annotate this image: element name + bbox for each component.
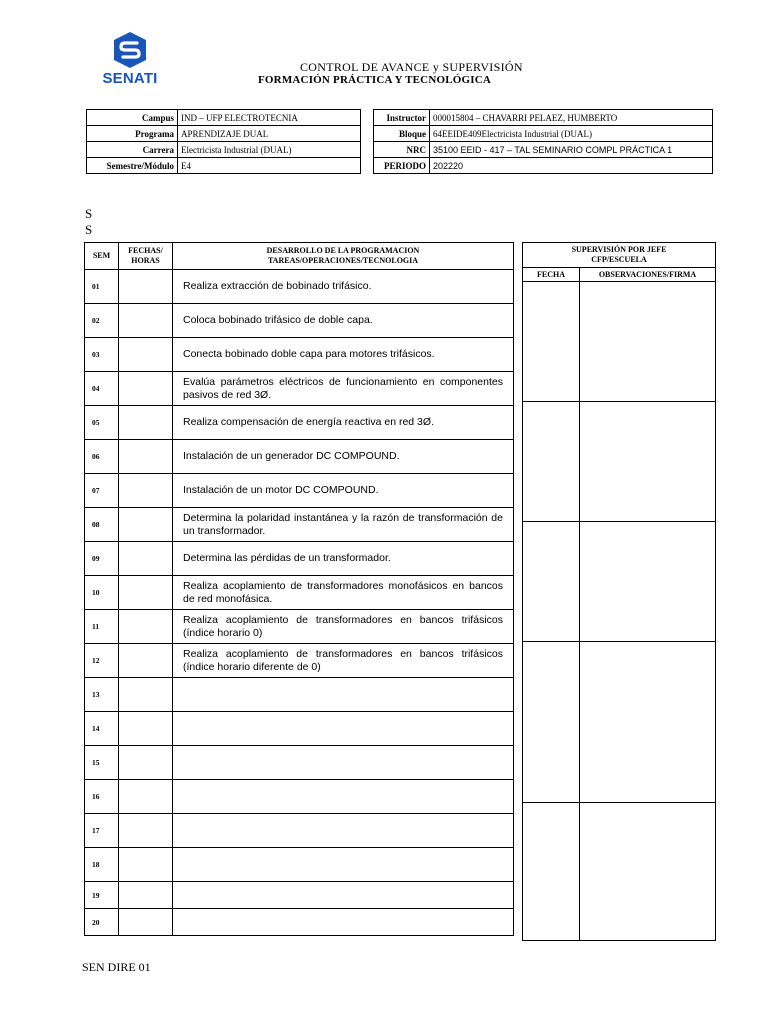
- sem-number: 19: [85, 882, 119, 909]
- task-cell: [173, 909, 514, 936]
- sem-number: 03: [85, 338, 119, 372]
- fechas-horas-cell[interactable]: [119, 678, 173, 712]
- fechas-horas-cell[interactable]: [119, 746, 173, 780]
- info-row: [87, 110, 361, 126]
- header-sem: SEM: [85, 243, 119, 270]
- info-label: NRC: [374, 142, 430, 158]
- info-label: Semestre/Módulo: [87, 158, 178, 174]
- fechas-horas-cell[interactable]: [119, 780, 173, 814]
- sup-cell-fecha[interactable]: [523, 402, 580, 522]
- sem-number: 02: [85, 304, 119, 338]
- info-value: 64EEIDE409Electricista Industrial (DUAL): [430, 126, 713, 142]
- sem-number: 15: [85, 746, 119, 780]
- fechas-horas-cell[interactable]: [119, 338, 173, 372]
- task-cell: Evalúa parámetros eléctricos de funcionamiento en componentes pasivos de red 3Ø.: [173, 372, 514, 406]
- task-cell: [173, 882, 514, 909]
- table-row: [85, 372, 514, 406]
- info-value: IND – UFP ELECTROTECNIA: [178, 110, 361, 126]
- senati-logo: [95, 30, 165, 90]
- s-mark: S: [85, 222, 93, 237]
- fechas-horas-cell[interactable]: [119, 712, 173, 746]
- sem-number: 16: [85, 780, 119, 814]
- sem-number: 14: [85, 712, 119, 746]
- fechas-horas-cell[interactable]: [119, 610, 173, 644]
- sup-cell-fecha[interactable]: [523, 522, 580, 642]
- page-title: CONTROL DE AVANCE y SUPERVISIÓN: [300, 60, 523, 74]
- sup-cell-obs[interactable]: [580, 402, 716, 522]
- sup-cell-fecha[interactable]: [523, 642, 580, 803]
- sup-cell-fecha[interactable]: [523, 282, 580, 402]
- sem-number: 06: [85, 440, 119, 474]
- task-cell: [173, 712, 514, 746]
- info-label: Instructor: [374, 110, 430, 126]
- fechas-horas-cell[interactable]: [119, 848, 173, 882]
- header-fechas-line2: HORAS: [131, 256, 160, 265]
- fechas-horas-cell[interactable]: [119, 644, 173, 678]
- fechas-horas-cell[interactable]: [119, 474, 173, 508]
- sup-row: [523, 282, 716, 402]
- task-cell: [173, 780, 514, 814]
- info-row: [374, 158, 713, 174]
- sup-row: [523, 642, 716, 803]
- header-desarrollo: [173, 243, 514, 270]
- info-value: Electricista Industrial (DUAL): [178, 142, 361, 158]
- programacion-table: [84, 242, 514, 936]
- task-cell: [173, 678, 514, 712]
- sup-row: [523, 522, 716, 642]
- sup-row: [523, 803, 716, 941]
- task-cell: Realiza acoplamiento de transformadores monofásicos en bancos de red monofásica.: [173, 576, 514, 610]
- task-cell: Instalación de un generador DC COMPOUND.: [173, 440, 514, 474]
- table-row: [85, 270, 514, 304]
- task-cell: Realiza acoplamiento de transformadores en bancos trifásicos (índice horario diferente de 0): [173, 644, 514, 678]
- sup-cell-obs[interactable]: [580, 642, 716, 803]
- task-cell: Determina la polaridad instantánea y la razón de transformación de un transformador.: [173, 508, 514, 542]
- header-fechas-line1: FECHAS/: [128, 246, 163, 255]
- header-fechas: [119, 243, 173, 270]
- info-value: 202220: [430, 158, 713, 174]
- sem-number: 05: [85, 406, 119, 440]
- sem-number: 04: [85, 372, 119, 406]
- table-header-row: [85, 243, 514, 270]
- table-row: [85, 678, 514, 712]
- table-row: [85, 644, 514, 678]
- task-cell: [173, 746, 514, 780]
- sup-header-row: [523, 268, 716, 282]
- header-desarrollo-line1: DESARROLLO DE LA PROGRAMACION: [266, 246, 420, 255]
- fechas-horas-cell[interactable]: [119, 508, 173, 542]
- task-cell: [173, 814, 514, 848]
- info-label: Carrera: [87, 142, 178, 158]
- table-row: [85, 780, 514, 814]
- sem-number: 07: [85, 474, 119, 508]
- footer-code: SEN DIRE 01: [82, 960, 151, 974]
- task-cell: Coloca bobinado trifásico de doble capa.: [173, 304, 514, 338]
- table-row: [85, 882, 514, 909]
- task-cell: Instalación de un motor DC COMPOUND.: [173, 474, 514, 508]
- sup-cell-fecha[interactable]: [523, 803, 580, 941]
- fechas-horas-cell[interactable]: [119, 270, 173, 304]
- fechas-horas-cell[interactable]: [119, 406, 173, 440]
- task-cell: Realiza extracción de bobinado trifásico.: [173, 270, 514, 304]
- sem-number: 01: [85, 270, 119, 304]
- info-row: [374, 110, 713, 126]
- info-label: Programa: [87, 126, 178, 142]
- fechas-horas-cell[interactable]: [119, 882, 173, 909]
- sup-row: [523, 402, 716, 522]
- info-value: APRENDIZAJE DUAL: [178, 126, 361, 142]
- sup-title: [523, 243, 716, 268]
- supervision-table: [522, 242, 716, 941]
- senati-emblem-icon: [95, 30, 165, 70]
- table-row: [85, 304, 514, 338]
- sem-number: 13: [85, 678, 119, 712]
- sup-title-row: [523, 243, 716, 268]
- fechas-horas-cell[interactable]: [119, 542, 173, 576]
- table-row: [85, 406, 514, 440]
- sem-number: 17: [85, 814, 119, 848]
- info-row: [87, 142, 361, 158]
- task-cell: Determina las pérdidas de un transformador.: [173, 542, 514, 576]
- table-row: [85, 338, 514, 372]
- sup-col-obs: OBSERVACIONES/FIRMA: [580, 268, 716, 282]
- fechas-horas-cell[interactable]: [119, 440, 173, 474]
- table-row: [85, 909, 514, 936]
- sup-cell-obs[interactable]: [580, 803, 716, 941]
- info-value: 000015804 – CHAVARRI PELAEZ, HUMBERTO: [430, 110, 713, 126]
- table-row: [85, 610, 514, 644]
- sem-number: 08: [85, 508, 119, 542]
- info-row: [374, 142, 713, 158]
- table-row: [85, 440, 514, 474]
- fechas-horas-cell[interactable]: [119, 372, 173, 406]
- sem-number: 18: [85, 848, 119, 882]
- sup-cell-obs[interactable]: [580, 282, 716, 402]
- sup-cell-obs[interactable]: [580, 522, 716, 642]
- table-body: [85, 270, 514, 936]
- sem-number: 11: [85, 610, 119, 644]
- info-row: [374, 126, 713, 142]
- table-row: [85, 474, 514, 508]
- s-mark: S: [85, 206, 93, 221]
- sem-number: 12: [85, 644, 119, 678]
- info-label: Bloque: [374, 126, 430, 142]
- table-row: [85, 814, 514, 848]
- info-row: [87, 126, 361, 142]
- info-table-left: [86, 109, 361, 174]
- info-label: PERIODO: [374, 158, 430, 174]
- task-cell: Conecta bobinado doble capa para motores trifásicos.: [173, 338, 514, 372]
- table-row: [85, 712, 514, 746]
- sup-title-line1: SUPERVISIÓN POR JEFE: [571, 245, 667, 254]
- fechas-horas-cell[interactable]: [119, 304, 173, 338]
- sup-title-line2: CFP/ESCUELA: [591, 255, 647, 264]
- task-cell: Realiza acoplamiento de transformadores en bancos trifásicos (índice horario 0): [173, 610, 514, 644]
- table-row: [85, 542, 514, 576]
- info-value: 35100 EEID - 417 – TAL SEMINARIO COMPL PRÁCTICA 1: [430, 142, 713, 158]
- logo-text: SENATI: [102, 70, 158, 87]
- fechas-horas-cell[interactable]: [119, 909, 173, 936]
- header-desarrollo-line2: TAREAS/OPERACIONES/TECNOLOGIA: [267, 256, 419, 265]
- table-row: [85, 508, 514, 542]
- page-subtitle: FORMACIÓN PRÁCTICA Y TECNOLÓGICA: [258, 74, 492, 86]
- info-row: [87, 158, 361, 174]
- task-cell: Realiza compensación de energía reactiva en red 3Ø.: [173, 406, 514, 440]
- task-cell: [173, 848, 514, 882]
- info-label: Campus: [87, 110, 178, 126]
- sem-number: 09: [85, 542, 119, 576]
- info-value: E4: [178, 158, 361, 174]
- table-row: [85, 576, 514, 610]
- table-row: [85, 746, 514, 780]
- fechas-horas-cell[interactable]: [119, 814, 173, 848]
- sem-number: 20: [85, 909, 119, 936]
- info-table-right: [373, 109, 713, 174]
- sem-number: 10: [85, 576, 119, 610]
- fechas-horas-cell[interactable]: [119, 576, 173, 610]
- table-row: [85, 848, 514, 882]
- sup-col-fecha: FECHA: [523, 268, 580, 282]
